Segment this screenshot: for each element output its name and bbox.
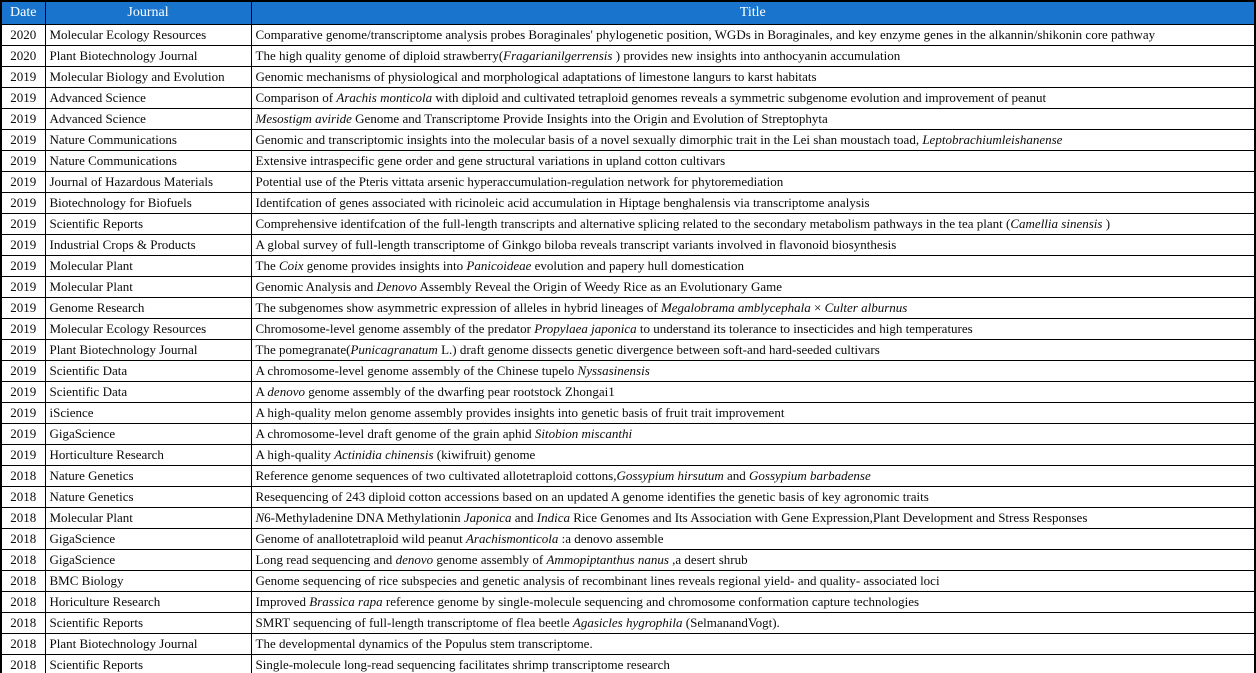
title-segment-italic: Agasicles hygrophila bbox=[572, 615, 683, 630]
title-segment-italic: Arachis monticola bbox=[336, 90, 433, 105]
title-segment: genome provides insights into bbox=[303, 258, 467, 273]
table-row bbox=[1, 655, 1255, 673]
date-cell: 2018 bbox=[1, 508, 45, 529]
title-segment: The developmental dynamics of the Populus stem transcriptome. bbox=[255, 636, 593, 651]
date-cell: 2018 bbox=[1, 466, 45, 487]
table-row bbox=[1, 340, 1255, 361]
title-segment: reference genome by single-molecule sequencing and chromosome conformation capture technologies bbox=[382, 594, 920, 609]
date-cell: 2019 bbox=[1, 340, 45, 361]
table-row bbox=[1, 487, 1255, 508]
title-segment: A bbox=[255, 384, 268, 399]
title-segment: Comprehensive identifcation of the full-length transcripts and alternative splicing related to the secondary metabolism pathways in the tea plant ( bbox=[255, 216, 1011, 231]
title-segment-italic: Actinidia chinensis bbox=[334, 447, 434, 462]
title-segment: Genome sequencing of rice subspecies and genetic analysis of recombinant lines reveals regional yield- and quality- associated loci bbox=[255, 573, 940, 588]
table-row bbox=[1, 424, 1255, 445]
title-segment: The high quality genome of diploid strawberry( bbox=[255, 48, 504, 63]
date-cell: 2018 bbox=[1, 634, 45, 655]
title-segment: Identifcation of genes associated with ricinoleic acid accumulation in Hiptage benghalensis via transcriptome analysis bbox=[255, 195, 870, 210]
title-segment-italic: denovo bbox=[395, 552, 434, 567]
title-segment-italic: Japonica bbox=[463, 510, 512, 525]
table-row bbox=[1, 550, 1255, 571]
title-segment: evolution and papery hull domestication bbox=[531, 258, 745, 273]
header-title: Title bbox=[251, 1, 1255, 25]
journal-cell: Horiculture Research bbox=[45, 592, 251, 613]
header-journal: Journal bbox=[45, 1, 251, 25]
title-segment-italic: Denovo bbox=[376, 279, 417, 294]
title-segment-italic: Mesostigm aviride bbox=[255, 111, 352, 126]
title-cell bbox=[251, 340, 1255, 361]
title-cell bbox=[251, 298, 1255, 319]
title-cell bbox=[251, 550, 1255, 571]
title-segment: and bbox=[723, 468, 750, 483]
table-row bbox=[1, 151, 1255, 172]
title-segment: ) provides new insights into anthocyanin accumulation bbox=[612, 48, 901, 63]
date-cell: 2019 bbox=[1, 172, 45, 193]
title-segment: Resequencing of 243 diploid cotton accessions based on an updated A genome identifies the genetic basis of key agronomic traits bbox=[255, 489, 929, 504]
title-segment-italic: Culter alburnus bbox=[824, 300, 908, 315]
title-segment-italic: Gossypium hirsutum bbox=[616, 468, 724, 483]
table-row bbox=[1, 361, 1255, 382]
title-cell bbox=[251, 655, 1255, 673]
table-row bbox=[1, 298, 1255, 319]
title-cell bbox=[251, 529, 1255, 550]
title-cell bbox=[251, 130, 1255, 151]
header-row bbox=[1, 1, 1255, 25]
title-segment: Comparative genome/transcriptome analysis probes Boraginales' phylogenetic position, WGDs in Boraginales, and key enzyme genes in the alkannin/shikonin core pathway bbox=[255, 27, 1156, 42]
title-segment-italic: Leptobrachiumleishanense bbox=[922, 132, 1063, 147]
title-segment: Long read sequencing and bbox=[255, 552, 396, 567]
title-cell bbox=[251, 466, 1255, 487]
title-cell bbox=[251, 88, 1255, 109]
title-cell bbox=[251, 571, 1255, 592]
journal-cell: GigaScience bbox=[45, 550, 251, 571]
title-segment: (kiwifruit) genome bbox=[433, 447, 536, 462]
journal-cell: Plant Biotechnology Journal bbox=[45, 340, 251, 361]
table-row bbox=[1, 319, 1255, 340]
title-segment-italic: Punicagranatum bbox=[350, 342, 438, 357]
table-row bbox=[1, 466, 1255, 487]
journal-cell: Genome Research bbox=[45, 298, 251, 319]
title-segment: Assembly Reveal the Origin of Weedy Rice as an Evolutionary Game bbox=[416, 279, 783, 294]
title-segment: Extensive intraspecific gene order and gene structural variations in upland cotton cultivars bbox=[255, 153, 726, 168]
title-segment: Comparison of bbox=[255, 90, 337, 105]
title-cell bbox=[251, 256, 1255, 277]
title-segment: and bbox=[511, 510, 537, 525]
date-cell: 2019 bbox=[1, 424, 45, 445]
date-cell: 2019 bbox=[1, 298, 45, 319]
journal-cell: Plant Biotechnology Journal bbox=[45, 46, 251, 67]
title-segment: The pomegranate( bbox=[255, 342, 351, 357]
journal-cell: Molecular Ecology Resources bbox=[45, 319, 251, 340]
title-cell bbox=[251, 151, 1255, 172]
title-segment: Improved bbox=[255, 594, 310, 609]
title-cell bbox=[251, 403, 1255, 424]
title-segment: ) bbox=[1102, 216, 1111, 231]
title-segment: 6-Methyladenine DNA Methylationin bbox=[264, 510, 464, 525]
title-segment: Genomic Analysis and bbox=[255, 279, 377, 294]
title-cell bbox=[251, 214, 1255, 235]
table-row bbox=[1, 634, 1255, 655]
title-cell bbox=[251, 592, 1255, 613]
title-cell bbox=[251, 508, 1255, 529]
table-row bbox=[1, 193, 1255, 214]
title-segment: with diploid and cultivated tetraploid genomes reveals a symmetric subgenome evolution and improvement of peanut bbox=[432, 90, 1047, 105]
title-segment-italic: Megalobrama amblycephala bbox=[660, 300, 811, 315]
title-segment: Genome of anallotetraploid wild peanut bbox=[255, 531, 466, 546]
title-segment: (SelmanandVogt). bbox=[682, 615, 780, 630]
title-segment-italic: Indica bbox=[536, 510, 570, 525]
title-segment-italic: Propylaea japonica bbox=[534, 321, 637, 336]
title-segment: The bbox=[255, 258, 279, 273]
date-cell: 2020 bbox=[1, 46, 45, 67]
title-segment: genome assembly of the dwarfing pear rootstock Zhongai1 bbox=[304, 384, 615, 399]
title-cell bbox=[251, 277, 1255, 298]
title-cell bbox=[251, 172, 1255, 193]
date-cell: 2019 bbox=[1, 130, 45, 151]
title-segment: The subgenomes show asymmetric expression of alleles in hybrid lineages of bbox=[255, 300, 661, 315]
date-cell: 2019 bbox=[1, 361, 45, 382]
title-segment-italic: Coix bbox=[278, 258, 304, 273]
date-cell: 2019 bbox=[1, 109, 45, 130]
journal-cell: Nature Communications bbox=[45, 151, 251, 172]
date-cell: 2019 bbox=[1, 151, 45, 172]
table-row bbox=[1, 256, 1255, 277]
title-segment: A high-quality bbox=[255, 447, 335, 462]
journal-cell: Scientific Data bbox=[45, 382, 251, 403]
title-segment: Rice Genomes and Its Association with Gene Expression,Plant Development and Stress Responses bbox=[570, 510, 1088, 525]
table-row bbox=[1, 235, 1255, 256]
table-row bbox=[1, 571, 1255, 592]
date-cell: 2018 bbox=[1, 655, 45, 673]
journal-cell: GigaScience bbox=[45, 529, 251, 550]
journal-cell: Plant Biotechnology Journal bbox=[45, 634, 251, 655]
header-date: Date bbox=[1, 1, 45, 25]
table-row bbox=[1, 67, 1255, 88]
title-segment: SMRT sequencing of full-length transcriptome of flea beetle bbox=[255, 615, 573, 630]
title-cell bbox=[251, 613, 1255, 634]
table-row bbox=[1, 46, 1255, 67]
journal-cell: Industrial Crops & Products bbox=[45, 235, 251, 256]
date-cell: 2018 bbox=[1, 571, 45, 592]
title-cell bbox=[251, 46, 1255, 67]
journal-cell: Advanced Science bbox=[45, 88, 251, 109]
journal-cell: Scientific Reports bbox=[45, 214, 251, 235]
table-row bbox=[1, 613, 1255, 634]
journal-cell: Scientific Reports bbox=[45, 655, 251, 673]
title-cell bbox=[251, 319, 1255, 340]
table-row bbox=[1, 529, 1255, 550]
date-cell: 2019 bbox=[1, 319, 45, 340]
table-body bbox=[1, 25, 1255, 673]
title-segment: Chromosome-level genome assembly of the predator bbox=[255, 321, 535, 336]
title-segment-italic: N bbox=[255, 510, 265, 525]
journal-cell: Molecular Ecology Resources bbox=[45, 25, 251, 46]
journal-cell: Biotechnology for Biofuels bbox=[45, 193, 251, 214]
table-row bbox=[1, 88, 1255, 109]
title-cell bbox=[251, 67, 1255, 88]
date-cell: 2018 bbox=[1, 529, 45, 550]
date-cell: 2018 bbox=[1, 592, 45, 613]
date-cell: 2018 bbox=[1, 487, 45, 508]
date-cell: 2019 bbox=[1, 214, 45, 235]
title-segment: L.) draft genome dissects genetic divergence between soft-and hard-seeded cultivars bbox=[437, 342, 880, 357]
title-cell bbox=[251, 487, 1255, 508]
journal-cell: BMC Biology bbox=[45, 571, 251, 592]
title-cell bbox=[251, 25, 1255, 46]
title-segment-italic: Ammopiptanthus nanus bbox=[546, 552, 669, 567]
title-segment: :a denovo assemble bbox=[558, 531, 664, 546]
title-segment: A chromosome-level genome assembly of the Chinese tupelo bbox=[255, 363, 578, 378]
journal-cell: Nature Genetics bbox=[45, 466, 251, 487]
table-row bbox=[1, 277, 1255, 298]
date-cell: 2018 bbox=[1, 613, 45, 634]
title-segment: Genomic mechanisms of physiological and morphological adaptations of limestone langurs to karst habitats bbox=[255, 69, 817, 84]
title-segment-italic: Sitobion miscanthi bbox=[534, 426, 633, 441]
title-segment: genome assembly of bbox=[433, 552, 547, 567]
table-row bbox=[1, 25, 1255, 46]
date-cell: 2019 bbox=[1, 403, 45, 424]
journal-cell: Molecular Plant bbox=[45, 508, 251, 529]
title-cell bbox=[251, 109, 1255, 130]
title-segment-italic: Brassica rapa bbox=[309, 594, 383, 609]
date-cell: 2019 bbox=[1, 277, 45, 298]
date-cell: 2019 bbox=[1, 88, 45, 109]
date-cell: 2019 bbox=[1, 193, 45, 214]
title-segment-italic: Arachismonticola bbox=[465, 531, 559, 546]
title-segment: A high-quality melon genome assembly provides insights into genetic basis of fruit trait improvement bbox=[255, 405, 785, 420]
title-cell bbox=[251, 445, 1255, 466]
title-segment-italic: Panicoideae bbox=[466, 258, 532, 273]
journal-cell: Horticulture Research bbox=[45, 445, 251, 466]
title-segment: A chromosome-level draft genome of the grain aphid bbox=[255, 426, 535, 441]
title-cell bbox=[251, 634, 1255, 655]
journal-cell: Molecular Plant bbox=[45, 256, 251, 277]
title-segment: Genome and Transcriptome Provide Insights into the Origin and Evolution of Streptophyta bbox=[351, 111, 828, 126]
journal-cell: Journal of Hazardous Materials bbox=[45, 172, 251, 193]
table-row bbox=[1, 130, 1255, 151]
table-header bbox=[1, 1, 1255, 25]
table-row bbox=[1, 109, 1255, 130]
title-cell bbox=[251, 382, 1255, 403]
table-row bbox=[1, 592, 1255, 613]
journal-cell: GigaScience bbox=[45, 424, 251, 445]
journal-cell: Scientific Reports bbox=[45, 613, 251, 634]
title-segment: Genomic and transcriptomic insights into the molecular basis of a novel sexually dimorphic trait in the Lei shan moustach toad, bbox=[255, 132, 923, 147]
title-segment-italic: Nyssasinensis bbox=[577, 363, 650, 378]
date-cell: 2020 bbox=[1, 25, 45, 46]
table-row bbox=[1, 382, 1255, 403]
title-cell bbox=[251, 193, 1255, 214]
title-segment: ,a desert shrub bbox=[668, 552, 748, 567]
table-row bbox=[1, 508, 1255, 529]
title-cell bbox=[251, 424, 1255, 445]
title-segment-italic: Camellia sinensis bbox=[1010, 216, 1103, 231]
table-row bbox=[1, 403, 1255, 424]
journal-cell: Molecular Biology and Evolution bbox=[45, 67, 251, 88]
title-segment: to understand its tolerance to insecticides and high temperatures bbox=[636, 321, 973, 336]
title-segment: Reference genome sequences of two cultivated allotetraploid cottons, bbox=[255, 468, 617, 483]
journal-cell: Advanced Science bbox=[45, 109, 251, 130]
journal-cell: Nature Communications bbox=[45, 130, 251, 151]
date-cell: 2018 bbox=[1, 550, 45, 571]
date-cell: 2019 bbox=[1, 445, 45, 466]
title-segment-italic: denovo bbox=[267, 384, 305, 399]
title-segment: Potential use of the Pteris vittata arsenic hyperaccumulation-regulation network for phytoremediation bbox=[255, 174, 784, 189]
journal-cell: iScience bbox=[45, 403, 251, 424]
title-segment: A global survey of full-length transcriptome of Ginkgo biloba reveals transcript variants involved in flavonoid biosynthesis bbox=[255, 237, 897, 252]
date-cell: 2019 bbox=[1, 256, 45, 277]
table-row bbox=[1, 172, 1255, 193]
table-row bbox=[1, 445, 1255, 466]
date-cell: 2019 bbox=[1, 382, 45, 403]
journal-cell: Scientific Data bbox=[45, 361, 251, 382]
date-cell: 2019 bbox=[1, 235, 45, 256]
title-segment: Single-molecule long-read sequencing facilitates shrimp transcriptome research bbox=[255, 657, 670, 672]
table-row bbox=[1, 214, 1255, 235]
title-segment: × bbox=[810, 300, 825, 315]
title-cell bbox=[251, 235, 1255, 256]
title-segment-italic: Fragarianilgerrensis bbox=[503, 48, 613, 63]
title-segment-italic: Gossypium barbadense bbox=[749, 468, 871, 483]
journal-cell: Nature Genetics bbox=[45, 487, 251, 508]
journal-cell: Molecular Plant bbox=[45, 277, 251, 298]
title-cell bbox=[251, 361, 1255, 382]
date-cell: 2019 bbox=[1, 67, 45, 88]
